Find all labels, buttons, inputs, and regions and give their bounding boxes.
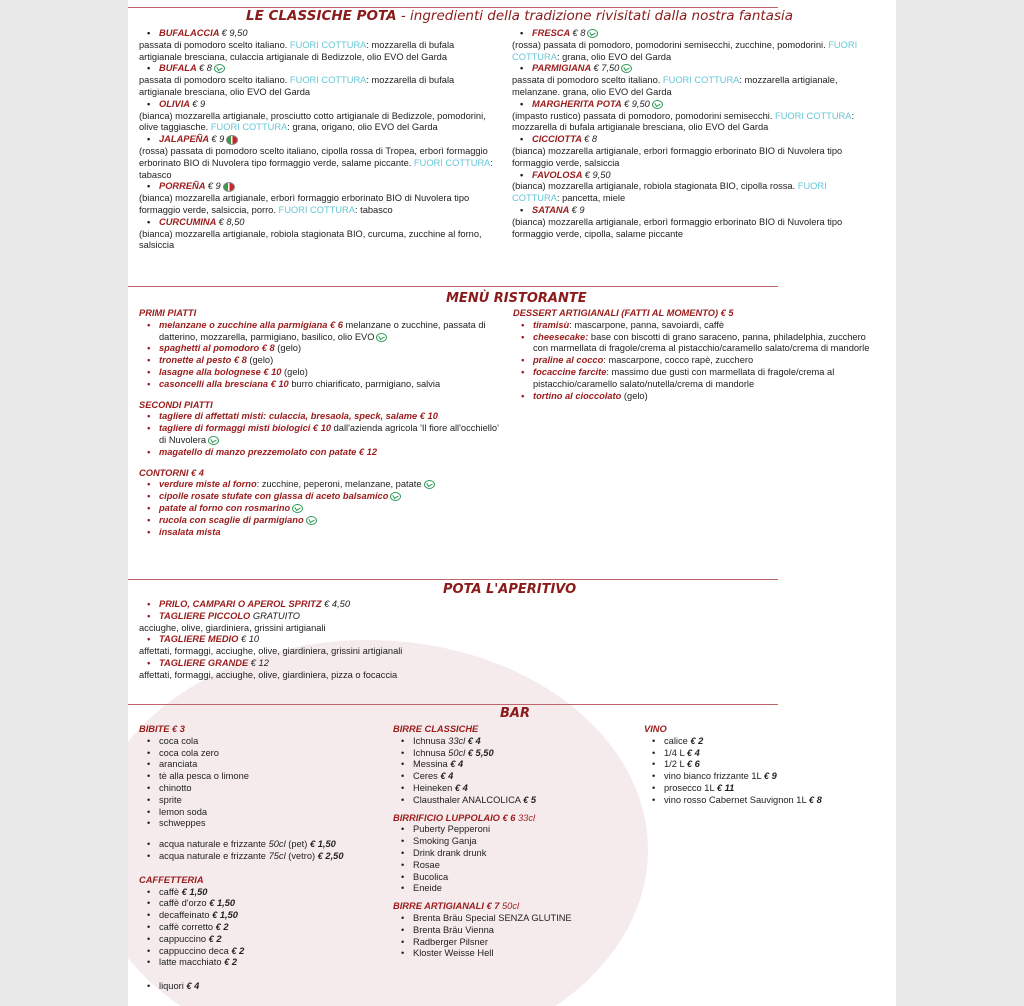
secondi-list [139,411,505,458]
birra-item: • Clausthaler ANALCOLICA € 5 [393,795,633,807]
pizza-name: • JALAPEÑA € 9 [139,134,495,146]
birra-price: € 5,50 [465,747,494,758]
caffetteria-price: € 2 [215,921,229,932]
caffetteria-price: € 2 [231,945,245,956]
caffetteria-price: € 1,50 [181,886,208,897]
classiche-title-text: LE CLASSICHE POTA [246,8,397,24]
artigianale-item: • Brenta Bräu Special SENZA GLUTINE [393,913,633,925]
fuori-cottura-label: FUORI COTTURA [289,39,367,50]
pizza-description: (bianca) mozzarella artigianale, robiola stagionata BIO, cipolla rossa. FUORI COTTURA: pancetta, miele [512,181,827,204]
luppolaio-list [393,824,633,895]
luppolaio-item: • Drink drank drunk [393,848,633,860]
bar-title: BAR [500,706,530,721]
vino-price: € 11 [716,782,735,793]
dish-note: burro chiarificato, parmigiano, salvia [288,378,441,389]
veg-icon [424,480,435,489]
aperitivo-item: • PRILO, CAMPARI O APEROL SPRITZ € 4,50 [139,599,739,611]
luppolaio-item: • Eneide [393,883,633,895]
pizza-price: € 9,50 [623,98,650,109]
birra-size: 33cl [448,735,466,746]
secondi-heading: SECONDI PIATTI [139,399,213,410]
pizza-description: (bianca) mozzarella artigianale, erborì formaggio erborinato BIO di Nuvolera tipo formaggio verde, salsiccia, porro. FUORI COTTURA: tabasco [139,193,470,215]
vino-price: € 9 [763,771,777,782]
veg-icon [587,29,598,38]
pizza-price: € 8 [584,134,598,145]
veg-icon [390,492,401,501]
section-rule [128,704,778,705]
caffetteria-item: • latte macchiato € 2 [139,957,389,969]
artigianali-heading: BIRRE ARTIGIANALI € 7 50cl [393,901,520,912]
artigianale-item: • Brenta Bräu Vienna [393,925,633,937]
pizza-name: • MARGHERITA POTA € 9,50 [512,99,868,111]
dish-item: • tagliere di formaggi misti biologici € 10 dall'azienda agricola 'Il fiore all'occhiello' di Nuvolera [139,423,505,447]
vino-price: € 4 [686,747,700,758]
vino-price: € 8 [808,794,822,805]
dish-item: • tagliere di affettati misti: culaccia, bresaola, speck, salame € 10 [139,411,505,423]
pizza-price: € 9,50 [584,169,611,180]
primi-heading: PRIMI PIATTI [139,308,197,318]
fuori-cottura-label: FUORI COTTURA [210,122,288,133]
section-rule [128,286,778,287]
caffetteria-price: € 1,50 [209,898,236,909]
pizza-description: (bianca) mozzarella artigianale, prosciutto cotto artigianale di Bedizzole, pomodorini, olive taggiasche. FUORI COTTURA: grana, origano, olio EVO del Garda [139,110,486,133]
pizza-name: • PORREÑA € 9 [139,181,495,193]
dish-item: • melanzane o zucchine alla parmigiana € 6 melanzane o zucchine, passata di datterino, mozzarella, parmigiano, basilico, olio EVO [139,320,505,344]
contorni-list [139,479,505,538]
luppolaio-item: • Puberty Pepperoni [393,824,633,836]
classiche-right-column [512,28,868,240]
aperitivo-desc: affettati, formaggi, acciughe, olive, giardiniera, grissini artigianali [139,646,403,657]
bibita-item: • lemon soda [139,807,389,819]
veg-icon [652,100,663,109]
birra-item: • Ichnusa 33cl € 4 [393,736,633,748]
dish-note: (gelo) [281,366,308,377]
vino-item: • 1/2 L € 6 [644,759,874,771]
pizza-price: € 9 [207,181,221,192]
veg-icon [621,64,632,73]
dish-note: dall'azienda agricola 'Il fiore all'occhiello' di Nuvolera [159,423,499,445]
pizza-description: (bianca) mozzarella artigianale, erborì formaggio erborinato BIO di Nuvolera tipo formaggio verde, cipolla, salame piccante [512,216,843,239]
bar-col-3 [644,724,874,807]
fuori-cottura-label: FUORI COTTURA [662,75,740,86]
vino-item: • vino rosso Cabernet Sauvignon 1L € 8 [644,795,874,807]
artigianale-item: • Kloster Weisse Hell [393,948,633,960]
bibita-item: • coca cola [139,736,389,748]
pizza-description: (impasto rustico) passata di pomodoro, pomodorini semisecchi. FUORI COTTURA: mozzarella di bufala artigianale bresciana, olio EVO del Garda [512,110,855,133]
pizza-price: € 9,50 [221,28,248,38]
classiche-title [246,8,793,24]
vino-price: € 6 [686,759,700,770]
pizza-price: € 8,50 [218,216,245,227]
dish-item: • tronette al pesto € 8 (gelo) [139,355,505,367]
bibite-list [139,736,389,830]
liquori-item: • liquori € 4 [139,981,389,993]
vino-heading: VINO [644,724,667,734]
caffetteria-heading: CAFFETTERIA [139,874,204,885]
bar-col-1 [139,724,389,993]
classiche-subtitle: - ingredienti della tradizione rivisitati dalla nostra fantasia [396,8,794,24]
pizza-description: passata di pomodoro scelto italiano. FUORI COTTURA: mozzarella di bufala artigianale bresciana, olio EVO del Garda [139,75,455,97]
contorni-heading: CONTORNI € 4 [139,467,204,478]
caffetteria-item: • cappuccino deca € 2 [139,946,389,958]
luppolaio-item: • Rosae [393,860,633,872]
dish-item: • spaghetti al pomodoro € 8 (gelo) [139,343,505,355]
vino-price: € 2 [690,735,704,746]
birra-item: • Heineken € 4 [393,783,633,795]
fuori-cottura-label: FUORI COTTURA [289,75,367,86]
vino-item: • 1/4 L € 4 [644,748,874,760]
birra-item: • Ceres € 4 [393,771,633,783]
fuori-cottura-label: FUORI COTTURA [413,157,491,168]
birre-list [393,736,633,807]
pizza-name: • BUFALA € 8 [139,63,495,75]
dish-item: • insalata mista [139,527,505,539]
birra-price: € 5 [523,794,537,805]
veg-icon [208,436,219,445]
pizza-description: passata di pomodoro scelto italiano. FUORI COTTURA: mozzarella di bufala artigianale bresciana, culaccia artigianale di Bedizzole, olio EVO del Garda [139,39,455,62]
veg-icon [292,504,303,513]
dish-item: • patate al forno con rosmarino [139,503,505,515]
acqua-size: 50cl [268,839,286,850]
dish-item: • casoncelli alla bresciana € 10 burro chiarificato, parmigiano, salvia [139,379,505,391]
aperitivo-desc: acciughe, olive, giardiniera, grissini artigianali [139,622,326,633]
fuori-cottura-label: FUORI COTTURA [278,204,355,215]
dish-note: : zucchine, peperoni, melanzane, patate [256,479,422,490]
ristorante-left-column [139,308,505,538]
pizza-price: € 8 [198,63,212,74]
dish-note: melanzane o zucchine, passata di datterino, mozzarella, parmigiano, basilico, olio EVO [159,319,486,342]
bibita-item: • schweppes [139,818,389,830]
vino-item: • vino bianco frizzante 1L € 9 [644,771,874,783]
acqua-price: € 1,50 [309,839,336,850]
dish-note: (gelo) [274,343,302,354]
veg-icon [376,333,387,342]
ristorante-title: MENÙ RISTORANTE [446,291,587,306]
dish-item: • cipolle rosate stufate con glassa di aceto balsamico [139,491,505,503]
primi-list [139,320,505,391]
bibita-item: • tè alla pesca o limone [139,771,389,783]
acqua-size: 75cl [268,850,286,861]
caffetteria-item: • decaffeinato € 1,50 [139,910,389,922]
birra-size: 50cl [448,747,466,758]
aperitivo-item: • TAGLIERE GRANDE € 12 [139,658,739,670]
birra-price: € 4 [440,771,454,782]
caffetteria-price: € 2 [208,933,222,944]
aperitivo-title: POTA L'APERITIVO [443,582,577,597]
veg-icon [306,516,317,525]
pizza-name: • SATANA € 9 [512,205,868,217]
birra-price: € 4 [454,782,468,793]
dish-item: • magatello di manzo prezzemolato con patate € 12 [139,447,505,459]
birra-price: € 4 [465,735,481,746]
caffetteria-price: € 2 [224,957,238,968]
pizza-name: • BUFALACCIA € 9,50 [139,28,495,40]
dish-item: • lasagne alla bolognese € 10 (gelo) [139,367,505,379]
pizza-price: € 9 [571,204,585,215]
pizza-description: (rossa) passata di pomodoro, pomodorini semisecchi, zucchine, pomodorini. FUORI COTTURA: grana, olio EVO del Garda [512,39,858,62]
pizza-name: • FRESCA € 8 [512,28,868,40]
pizza-price: € 9 [192,98,206,109]
luppolaio-item: • Bucolica [393,872,633,884]
dessert-heading: DESSERT ARTIGIANALI (FATTI AL MOMENTO) € 5 [513,308,734,318]
pizza-description: passata di pomodoro scelto italiano. FUORI COTTURA: mozzarella artigianale, melanzane. grana, olio EVO del Garda [512,75,838,97]
dessert-item: • praline al cocco: mascarpone, cocco rapè, zucchero [513,355,873,367]
bibite-heading: BIBITE € 3 [139,724,185,734]
acqua-item: • acqua naturale e frizzante 75cl (vetro) € 2,50 [139,851,389,863]
aperitivo-item: • TAGLIERE PICCOLO GRATUITO [139,611,739,623]
luppolaio-item: • Smoking Ganja [393,836,633,848]
classiche-left-column [139,28,495,252]
pizza-name: • PARMIGIANA € 7,50 [512,63,868,75]
veg-icon [214,64,225,73]
bibita-item: • sprite [139,795,389,807]
dish-note: (gelo) [246,355,274,366]
pizza-name: • CURCUMINA € 8,50 [139,217,495,229]
dish-item: • rucola con scaglie di parmigiano [139,515,505,527]
caffetteria-item: • caffè € 1,50 [139,887,389,899]
artigianali-list [393,913,633,960]
bibita-item: • aranciata [139,759,389,771]
birra-price: € 4 [450,759,464,770]
bibita-item: • chinotto [139,783,389,795]
dessert-item: • tiramisù: mascarpone, panna, savoiardi, caffè [513,320,873,332]
pizza-price: € 9 [211,134,225,145]
dish-item: • verdure miste al forno: zucchine, peperoni, melanzane, patate [139,479,505,491]
aperitivo-item: • TAGLIERE MEDIO € 10 [139,634,739,646]
bar-col-2 [393,724,633,960]
dessert-item: • focaccine farcite: massimo due gusti con marmellata di fragole/crema al pistacchio/caramello salato/nutella/crema di mandorle [513,367,873,391]
bibita-item: • coca cola zero [139,748,389,760]
pizza-name: • FAVOLOSA € 9,50 [512,170,868,182]
fuori-cottura-label: FUORI COTTURA [512,181,827,204]
pizza-description: (bianca) mozzarella artigianale, erborì formaggio erborinato BIO di Nuvolera tipo formaggio verde, salsiccia [512,145,843,168]
dessert-item: • tortino al cioccolato (gelo) [513,391,873,403]
caffetteria-item: • caffè corretto € 2 [139,922,389,934]
vino-item: • calice € 2 [644,736,874,748]
dessert-item: • cheesecake: base con biscotti di grano saraceno, panna, philadelphia, zucchero con marmellata di fragole/crema al pistacchio/caramello salato/crema di mandorle [513,332,873,356]
acqua-list [139,839,389,863]
birra-item: • Messina € 4 [393,759,633,771]
caffetteria-list [139,887,389,970]
caffetteria-item: • cappuccino € 2 [139,934,389,946]
aperitivo-column [139,599,739,682]
fuori-cottura-label: FUORI COTTURA [512,39,858,62]
hot-icon [226,135,238,145]
dessert-column [513,308,873,402]
vino-item: • prosecco 1L € 11 [644,783,874,795]
birra-item: • Ichnusa 50cl € 5,50 [393,748,633,760]
birre-classiche-heading: BIRRE CLASSICHE [393,724,479,734]
vino-list [644,736,874,807]
fuori-cottura-label: FUORI COTTURA [775,110,852,121]
acqua-price: € 2,50 [317,850,344,861]
section-rule [128,579,778,580]
artigianale-item: • Radberger Pilsner [393,937,633,949]
pizza-name: • OLIVIA € 9 [139,99,495,111]
pizza-description: (bianca) mozzarella artigianale, robiola stagionata BIO, curcuma, zucchine al forno, salsiccia [139,228,482,251]
pizza-name: • CICCIOTTA € 8 [512,134,868,146]
aperitivo-desc: affettati, formaggi, acciughe, olive, giardiniera, pizza o focaccia [139,669,398,680]
luppolaio-heading: BIRRIFICIO LUPPOLAIO € 6 33cl [393,812,536,823]
menu-page [128,0,896,1006]
pizza-price: € 7,50 [593,63,620,74]
acqua-item: • acqua naturale e frizzante 50cl (pet) € 1,50 [139,839,389,851]
pizza-price: € 8 [572,28,586,38]
pizza-description: (rossa) passata di pomodoro scelto italiano, cipolla rossa di Tropea, erborì formaggio erborinato BIO di Nuvolera tipo formaggio verde, salame piccante. FUORI COTTURA: tabasco [139,145,493,180]
caffetteria-item: • caffè d'orzo € 1,50 [139,898,389,910]
hot-icon [223,182,235,192]
caffetteria-price: € 1,50 [212,910,238,921]
